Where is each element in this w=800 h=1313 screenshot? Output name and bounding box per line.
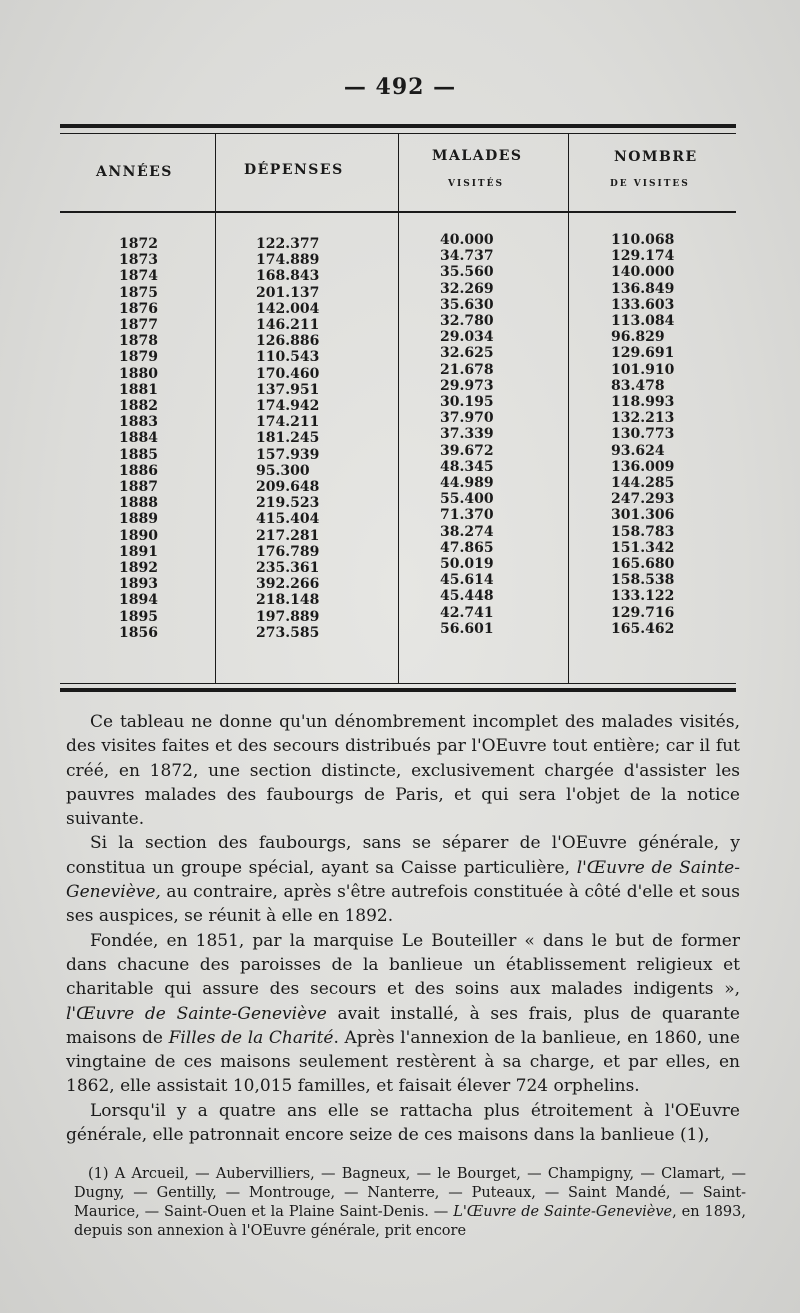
table-cell-visites: 83.478 [611, 377, 665, 394]
table-cell-year: 1895 [119, 608, 158, 625]
table-cell-depenses: 176.789 [256, 543, 320, 560]
table-cell-year: 1894 [119, 592, 158, 609]
table-cell-visites: 136.009 [611, 458, 675, 475]
table-cell-year: 1879 [119, 349, 158, 366]
paragraph: Lorsqu'il y a quatre ans elle se rattacha plus étroitement à l'OEuvre générale, elle patronnait encore seize de ces maisons dans la banlieue (1), [66, 1100, 740, 1146]
footnote: (1) A Arcueil, — Aubervilliers, — Bagneux, — le Bourget, — Champigny, — Clamart, — Dugny, — Gentilly, — Montrouge, — Nanterre, — Puteaux, — Saint Mandé, — Saint-Maurice, — Saint-Ouen et la Plaine Saint-Denis. — L'Œuvre de Sainte-Geneviève, en 1893, depuis son annexion à l'OEuvre générale, prit encore [74, 1166, 746, 1239]
table-bottom-rule [60, 688, 736, 692]
table-cell-malades: 71.370 [440, 507, 494, 524]
table-cell-depenses: 146.211 [256, 317, 320, 334]
table-cell-year: 1892 [119, 560, 158, 577]
table-cell-malades: 42.741 [440, 604, 494, 621]
table-cell-malades: 45.448 [440, 588, 494, 605]
table-cell-malades: 45.614 [440, 572, 494, 589]
table-cell-year: 1886 [119, 462, 158, 479]
table-cell-visites: 140.000 [611, 264, 675, 281]
table-cell-malades: 47.865 [440, 539, 494, 556]
table-cell-visites: 118.993 [611, 394, 675, 411]
table-cell-visites: 301.306 [611, 507, 675, 524]
table-cell-year: 1891 [119, 543, 158, 560]
paragraph: Si la section des faubourgs, sans se séparer de l'OEuvre générale, y constitua un groupe spécial, ayant sa Caisse particulière, l'Œuvre de Sainte-Geneviève, au contraire, après s'être autrefois constituée à côté d'elle et sous ses auspices, se réunit à elle en 1892. [66, 833, 740, 927]
table-cell-year: 1882 [119, 398, 158, 415]
table-cell-malades: 32.269 [440, 280, 494, 297]
table-cell-depenses: 209.648 [256, 479, 320, 496]
table-cell-visites: 247.293 [611, 491, 675, 508]
table-cell-visites: 144.285 [611, 475, 675, 492]
table-bottom-rule-thin [60, 683, 736, 684]
table-cell-malades: 37.970 [440, 410, 494, 427]
table-cell-visites: 129.716 [611, 604, 675, 621]
header-de-visites-sub: DE VISITES [610, 179, 690, 189]
table-cell-year: 1880 [119, 365, 158, 382]
column-malades [440, 232, 494, 637]
table-cell-visites: 133.122 [611, 588, 675, 605]
table-cell-year: 1872 [119, 236, 158, 252]
column-divider [398, 133, 399, 683]
table-cell-year: 1883 [119, 414, 158, 431]
table-cell-visites: 132.213 [611, 410, 675, 427]
table-cell-visites: 129.691 [611, 345, 675, 362]
table-cell-malades: 29.973 [440, 377, 494, 394]
table-cell-depenses: 218.148 [256, 592, 320, 609]
table-cell-depenses: 235.361 [256, 560, 320, 577]
table-cell-depenses: 122.377 [256, 236, 320, 252]
table-cell-depenses: 174.889 [256, 252, 320, 269]
table-cell-visites: 136.849 [611, 280, 675, 297]
table-cell-malades: 38.274 [440, 523, 494, 540]
table-cell-malades: 48.345 [440, 458, 494, 475]
table-cell-visites: 158.783 [611, 523, 675, 540]
table-cell-year: 1889 [119, 511, 158, 528]
table-cell-depenses: 174.211 [256, 414, 320, 431]
table-cell-visites: 113.084 [611, 313, 675, 330]
table-cell-year: 1878 [119, 333, 158, 350]
table-cell-depenses: 273.585 [256, 624, 320, 641]
table-cell-depenses: 95.300 [256, 462, 310, 479]
table-cell-malades: 50.019 [440, 556, 494, 573]
column-years [119, 236, 158, 641]
table-cell-malades: 29.034 [440, 329, 494, 346]
table-cell-malades: 39.672 [440, 442, 494, 459]
table-cell-visites: 96.829 [611, 329, 665, 346]
table-cell-depenses: 201.137 [256, 284, 320, 301]
table-cell-year: 1875 [119, 284, 158, 301]
table-cell-year: 1881 [119, 381, 158, 398]
table-cell-year: 1884 [119, 430, 158, 447]
header-malades: MALADES [432, 148, 523, 164]
header-visites-sub: VISITÉS [448, 179, 504, 189]
table-cell-year: 1890 [119, 527, 158, 544]
table-cell-visites: 130.773 [611, 426, 675, 443]
table-cell-depenses: 137.951 [256, 381, 320, 398]
paragraph: Ce tableau ne donne qu'un dénombrement incomplet des malades visités, des visites faites et des secours distribués par l'OEuvre tout entière; car il fut créé, en 1872, une section distincte, exclusivement chargée d'assister les pauvres malades des faubourgs de Paris, et qui sera l'objet de la notice suivante. [66, 712, 740, 830]
table-cell-malades: 21.678 [440, 361, 494, 378]
column-visites [611, 232, 674, 637]
table-cell-year: 1893 [119, 576, 158, 593]
table-cell-malades: 35.630 [440, 296, 494, 313]
table-cell-visites: 129.174 [611, 248, 675, 265]
table-top-rule [60, 124, 736, 128]
table-cell-year: 1873 [119, 252, 158, 269]
table-cell-depenses: 415.404 [256, 511, 320, 528]
table-cell-visites: 151.342 [611, 539, 675, 556]
table-cell-depenses: 392.266 [256, 576, 320, 593]
table-cell-depenses: 157.939 [256, 446, 320, 463]
header-annees: ANNÉES [96, 164, 173, 180]
table-cell-depenses: 219.523 [256, 495, 320, 512]
table-cell-depenses: 174.942 [256, 398, 320, 415]
table-cell-year: 1877 [119, 317, 158, 334]
table-cell-depenses: 181.245 [256, 430, 320, 447]
table-cell-malades: 32.625 [440, 345, 494, 362]
table-cell-visites: 165.680 [611, 556, 675, 573]
column-divider [568, 133, 569, 683]
table-cell-year: 1874 [119, 268, 158, 285]
table-cell-depenses: 110.543 [256, 349, 320, 366]
table-cell-depenses: 126.886 [256, 333, 320, 350]
table-cell-malades: 32.780 [440, 313, 494, 330]
table-cell-visites: 101.910 [611, 361, 675, 378]
table-cell-malades: 44.989 [440, 475, 494, 492]
table-cell-year: 1888 [119, 495, 158, 512]
column-depenses [256, 236, 319, 641]
table-cell-malades: 30.195 [440, 394, 494, 411]
page-number: — 492 — [343, 74, 457, 100]
paragraph: Fondée, en 1851, par la marquise Le Bouteiller « dans le but de former dans chacune des paroisses de la banlieue un établissement religieux et charitable qui assure des secours et des soins aux malades indigents », l'Œuvre de Sainte-Geneviève avait installé, à ses frais, plus de quarante maisons de Filles de la Charité. Après l'annexion de la banlieue, en 1860, une vingtaine de ces maisons seulement restèrent à sa charge, et par elles, en 1862, elle assistait 10,015 familles, et faisait élever 724 orphelins. [66, 930, 740, 1097]
table-cell-visites: 110.068 [611, 232, 675, 248]
table-cell-malades: 40.000 [440, 232, 494, 248]
table-cell-depenses: 170.460 [256, 365, 320, 382]
table-cell-visites: 165.462 [611, 620, 675, 637]
table-cell-depenses: 217.281 [256, 527, 320, 544]
table-cell-visites: 93.624 [611, 442, 665, 459]
table-cell-year: 1856 [119, 624, 158, 641]
table-cell-visites: 158.538 [611, 572, 675, 589]
body-text [66, 710, 740, 1147]
table-cell-malades: 56.601 [440, 620, 494, 637]
table-cell-year: 1887 [119, 479, 158, 496]
table-cell-malades: 34.737 [440, 248, 494, 265]
table-cell-year: 1885 [119, 446, 158, 463]
header-depenses: DÉPENSES [244, 162, 344, 178]
table-cell-year: 1876 [119, 300, 158, 317]
table-cell-depenses: 197.889 [256, 608, 320, 625]
table-cell-visites: 133.603 [611, 296, 675, 313]
column-divider [215, 133, 216, 683]
table-cell-malades: 35.560 [440, 264, 494, 281]
header-nombre: NOMBRE [614, 149, 698, 165]
table-cell-depenses: 142.004 [256, 300, 320, 317]
table-cell-malades: 55.400 [440, 491, 494, 508]
table-cell-malades: 37.339 [440, 426, 494, 443]
table-cell-depenses: 168.843 [256, 268, 320, 285]
